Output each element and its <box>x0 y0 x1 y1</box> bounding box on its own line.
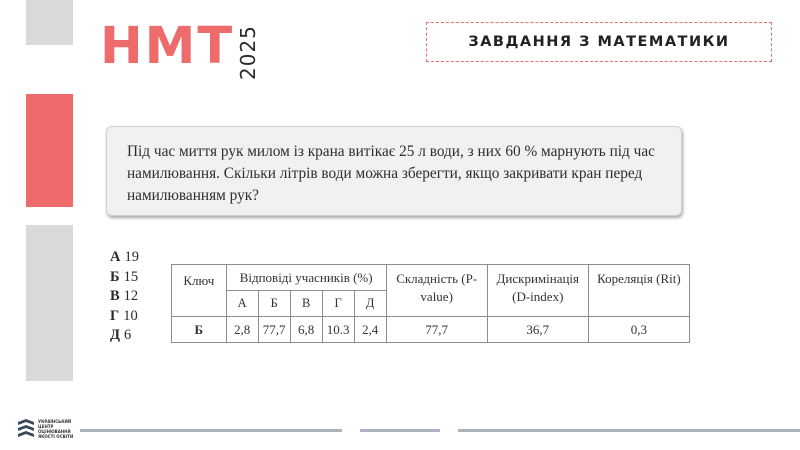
option-letter: Б <box>110 268 120 285</box>
answer-pct-v: 6,8 <box>290 317 322 343</box>
option-b <box>110 268 139 288</box>
page-title: ЗАВДАННЯ З МАТЕМАТИКИ <box>468 34 730 50</box>
side-bar-top <box>26 0 73 45</box>
option-letter: А <box>110 249 121 265</box>
header-box <box>426 22 772 62</box>
statistics-table <box>171 264 690 343</box>
table-row <box>172 317 690 343</box>
option-letter: Д <box>110 327 120 343</box>
side-bar-bottom <box>26 225 73 381</box>
option-a <box>110 248 139 268</box>
option-value: 15 <box>123 268 139 285</box>
answer-letter-h: Г <box>322 291 354 317</box>
option-value: 6 <box>123 327 132 343</box>
answer-letter-d: Д <box>354 291 386 317</box>
header-discrimination: Дискримінація (D-index) <box>487 265 588 317</box>
key-value: Б <box>172 317 227 343</box>
option-d <box>110 326 139 346</box>
question-box <box>106 126 682 216</box>
footer-line-2 <box>360 429 440 432</box>
answer-letter-a: А <box>226 291 258 317</box>
header-key: Ключ <box>172 265 227 317</box>
header-correlation: Кореляція (Rit) <box>588 265 689 317</box>
discrimination-value: 36,7 <box>487 317 588 343</box>
option-v <box>110 287 139 307</box>
option-h <box>110 307 139 327</box>
option-value: 12 <box>123 288 139 304</box>
ucoeq-mark-icon <box>16 418 36 440</box>
answer-pct-h: 10.3 <box>322 317 354 343</box>
answer-pct-d: 2,4 <box>354 317 386 343</box>
question-text: Під час миття рук милом із крана витікає 25 л води, з них 60 % марнують під час намилювання. Скільки літрів води можна зберегти, якщо закривати кран перед намилюванням рук? <box>127 143 655 204</box>
footer-line-1 <box>80 429 342 432</box>
ucoeq-org-text: УКРАЇНСЬКИЙ ЦЕНТР ОЦІНЮВАННЯ ЯКОСТІ ОСВІТИ <box>38 419 74 439</box>
answer-letter-v: В <box>290 291 322 317</box>
header-difficulty: Складність (P-value) <box>386 265 487 317</box>
side-bar-accent <box>26 94 73 207</box>
answer-options <box>110 248 139 346</box>
difficulty-value: 77,7 <box>386 317 487 343</box>
option-value: 19 <box>124 249 139 265</box>
answer-pct-a: 2,8 <box>226 317 258 343</box>
answer-pct-b: 77,7 <box>258 317 290 343</box>
table-header-row <box>172 265 690 291</box>
header-answers: Відповіді учасників (%) <box>226 265 386 291</box>
correlation-value: 0,3 <box>588 317 689 343</box>
logo-main-text: НМТ <box>100 17 235 76</box>
option-value: 10 <box>123 307 138 324</box>
ucoeq-logo <box>16 418 76 442</box>
option-letter: Г <box>110 307 120 324</box>
answer-letter-b: Б <box>258 291 290 317</box>
option-letter: В <box>110 288 120 304</box>
logo-year: 2025 <box>236 25 260 80</box>
footer-line-3 <box>458 429 800 432</box>
